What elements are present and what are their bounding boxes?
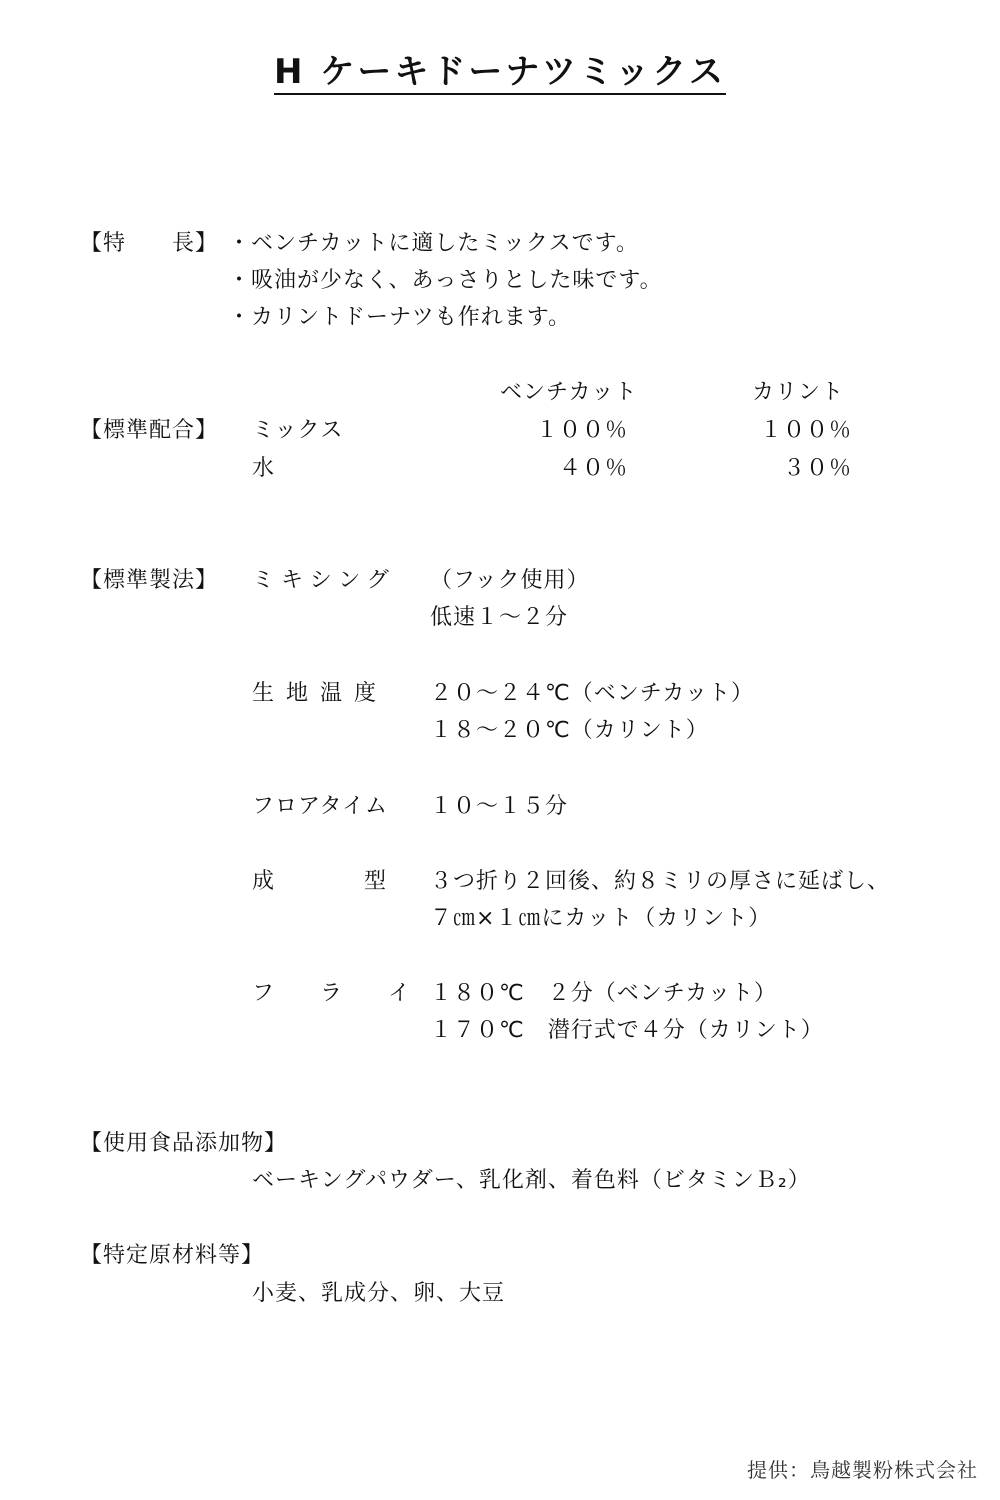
formula-value: ４０％	[558, 456, 628, 481]
method-step-name: フ ラ イ	[252, 981, 423, 1006]
formula-row-name: 水	[252, 456, 276, 481]
method-step-line: ７㎝×１㎝にカット（カリント）	[430, 906, 772, 931]
allergens-label: 【特定原材料等】	[80, 1243, 265, 1268]
method-label: 【標準製法】	[80, 568, 219, 593]
method-step-line: １０～１５分	[430, 794, 569, 819]
method-step-line: （フック使用）	[430, 568, 590, 593]
method-step-line: １７０℃ 潜行式で４分（カリント）	[430, 1018, 824, 1043]
method-step-line: １８～２０℃（カリント）	[430, 718, 709, 743]
document-title: H ケーキドーナツミックス	[274, 52, 726, 92]
formula-column-header: カリント	[752, 380, 845, 405]
method-step-name: 成 型	[252, 869, 393, 894]
feature-item: ・ベンチカットに適したミックスです。	[228, 231, 639, 256]
method-step-line: ３つ折り２回後、約８ミリの厚さに延ばし、	[430, 869, 891, 894]
additives-text: ベーキングパウダー、乳化剤、着色料（ビタミンＢ₂）	[252, 1168, 811, 1193]
features-label: 【特 長】	[80, 231, 219, 256]
formula-value: ３０％	[782, 456, 852, 481]
feature-item: ・吸油が少なく、あっさりとした味です。	[228, 268, 663, 293]
method-step-name: フロアタイム	[252, 794, 389, 819]
method-step-line: １８０℃ ２分（ベンチカット）	[430, 981, 778, 1006]
formula-label: 【標準配合】	[80, 418, 219, 443]
method-step-name: ミキシング	[252, 568, 396, 593]
method-step-line: 低速１～２分	[430, 605, 569, 630]
credit-text: 提供：鳥越製粉株式会社	[747, 1458, 978, 1482]
formula-value: １００％	[535, 418, 628, 443]
formula-value: １００％	[759, 418, 852, 443]
formula-row-name: ミックス	[252, 418, 344, 443]
feature-item: ・カリントドーナツも作れます。	[228, 305, 572, 330]
formula-column-header: ベンチカット	[500, 380, 638, 405]
allergens-text: 小麦、乳成分、卵、大豆	[252, 1281, 506, 1306]
method-step-line: ２０～２４℃（ベンチカット）	[430, 681, 755, 706]
additives-label: 【使用食品添加物】	[80, 1131, 288, 1156]
method-step-name: 生地温度	[252, 681, 389, 706]
